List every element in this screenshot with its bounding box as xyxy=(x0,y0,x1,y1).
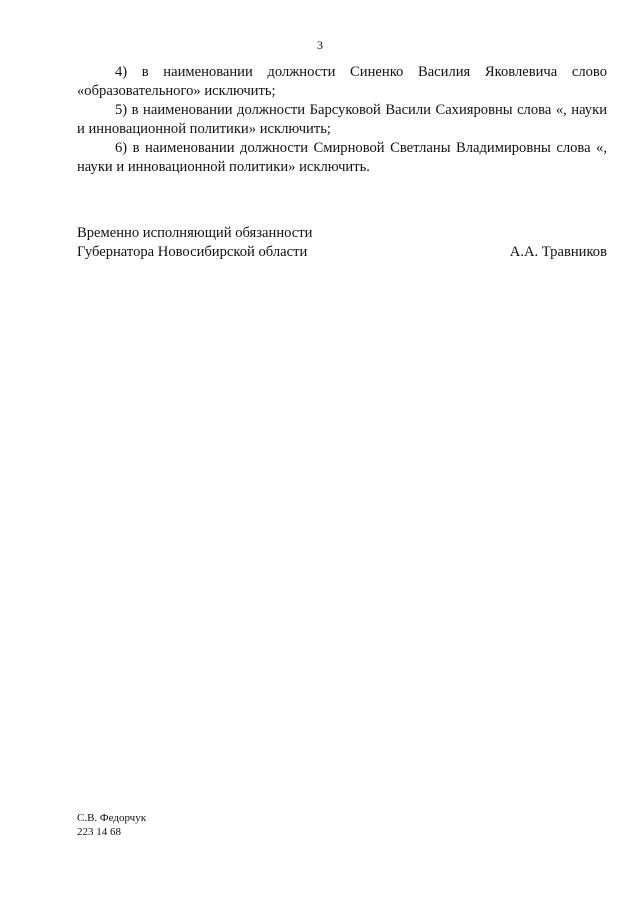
executor-name: С.В. Федорчук xyxy=(77,812,147,824)
signatory-title-line-2: Губернатора Новосибирской области xyxy=(77,244,308,260)
amendment-item-6: 6) в наименовании должности Смирновой Светланы Владимировны слова «, науки и инновационной политики» исключить. xyxy=(77,140,607,175)
page-number: 3 xyxy=(317,38,323,52)
signatory-name: А.А. Травников xyxy=(509,244,607,260)
executor-phone: 223 14 68 xyxy=(77,826,121,838)
signatory-title-line-1: Временно исполняющий обязанности xyxy=(77,225,313,241)
amendment-item-4: 4) в наименовании должности Синенко Василия Яковлевича слово «образовательного» исключить; xyxy=(77,64,607,99)
amendment-item-5: 5) в наименовании должности Барсуковой Васили Сахияровны слова «, науки и инновационной политики» исключить; xyxy=(77,102,607,137)
